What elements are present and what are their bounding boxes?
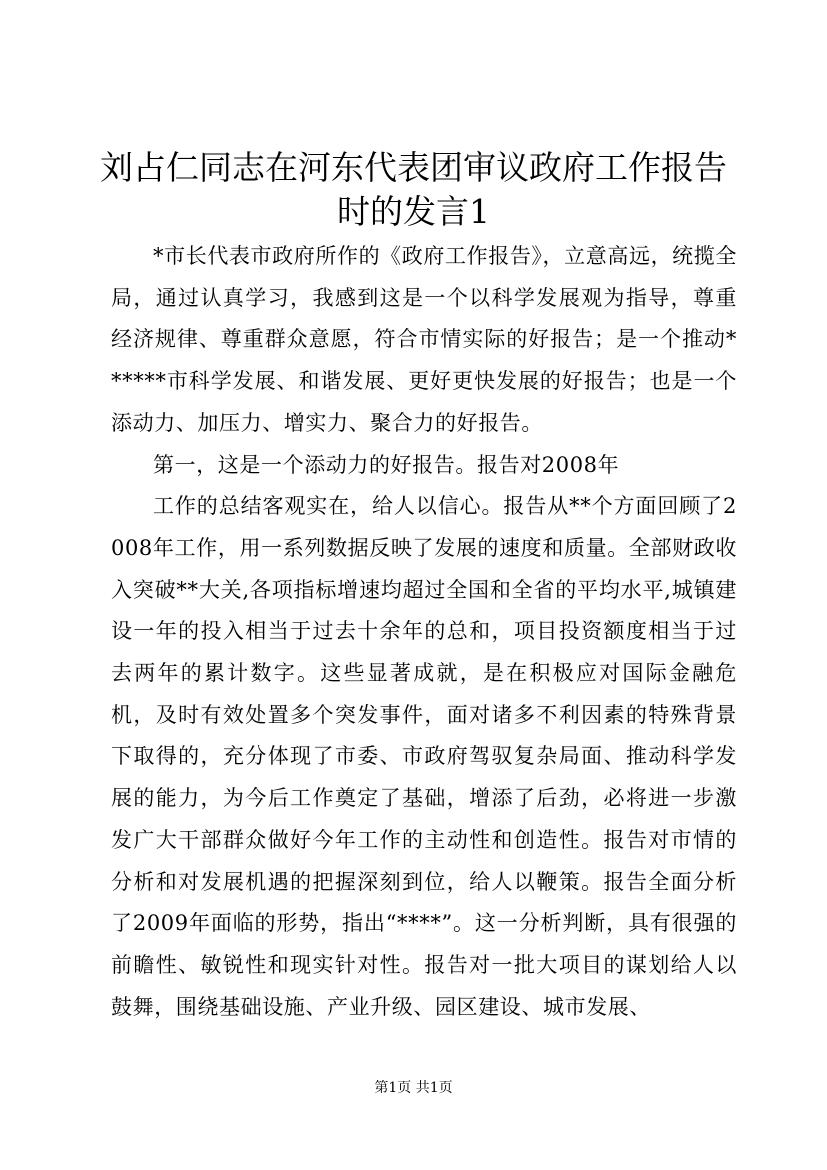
page-footer: 第1页 共1页 [374,1080,453,1096]
paragraph-point-one-heading: 第一，这是一个添动力的好报告。报告对2008年 [153,452,620,477]
paragraph-point-one-body: 工作的总结客观实在，给人以信心。报告从**个方面回顾了2008年工作，用一系列数据反映了发展的速度和质量。全部财政收入突破**大关,各项指标增速均超过全国和全省的平均水平,城镇建设一年的投入相当于过去十余年的总和，项目投资额度相当于过去两年的累计数字。这些显著成就，是在积极应对国际金融危机，及时有效处置多个突发事件，面对诸多不利因素的特殊背景下取得的，充分体现了市委、市政府驾驭复杂局面、推动科学发展的能力，为今后工作奠定了基础，增添了后劲，必将进一步激发广大干部群众做好今年工作的主动性和创造性。报告对市情的分析和对发展机遇的把握深刻到位，给人以鞭策。报告全面分析了2009年面临的形势，指出“****”。这一分析判断，具有很强的前瞻性、敏锐性和现实针对性。报告对一批大项目的谋划给人以鼓舞，围绕基础设施、产业升级、园区建设、城市发展、 [111,494,737,1019]
document-body [111,236,737,1028]
document-title: 刘占仁同志在河东代表团审议政府工作报告时的发言1 [100,148,727,231]
paragraph-intro: *市长代表市政府所作的《政府工作报告》，立意高远，统揽全局，通过认真学习，我感到这是一个以科学发展观为指导，尊重经济规律、尊重群众意愿，符合市情实际的好报告；是一个推动******市科学发展、和谐发展、更好更快发展的好报告；也是一个添动力、加压力、增实力、聚合力的好报告。 [111,244,737,435]
